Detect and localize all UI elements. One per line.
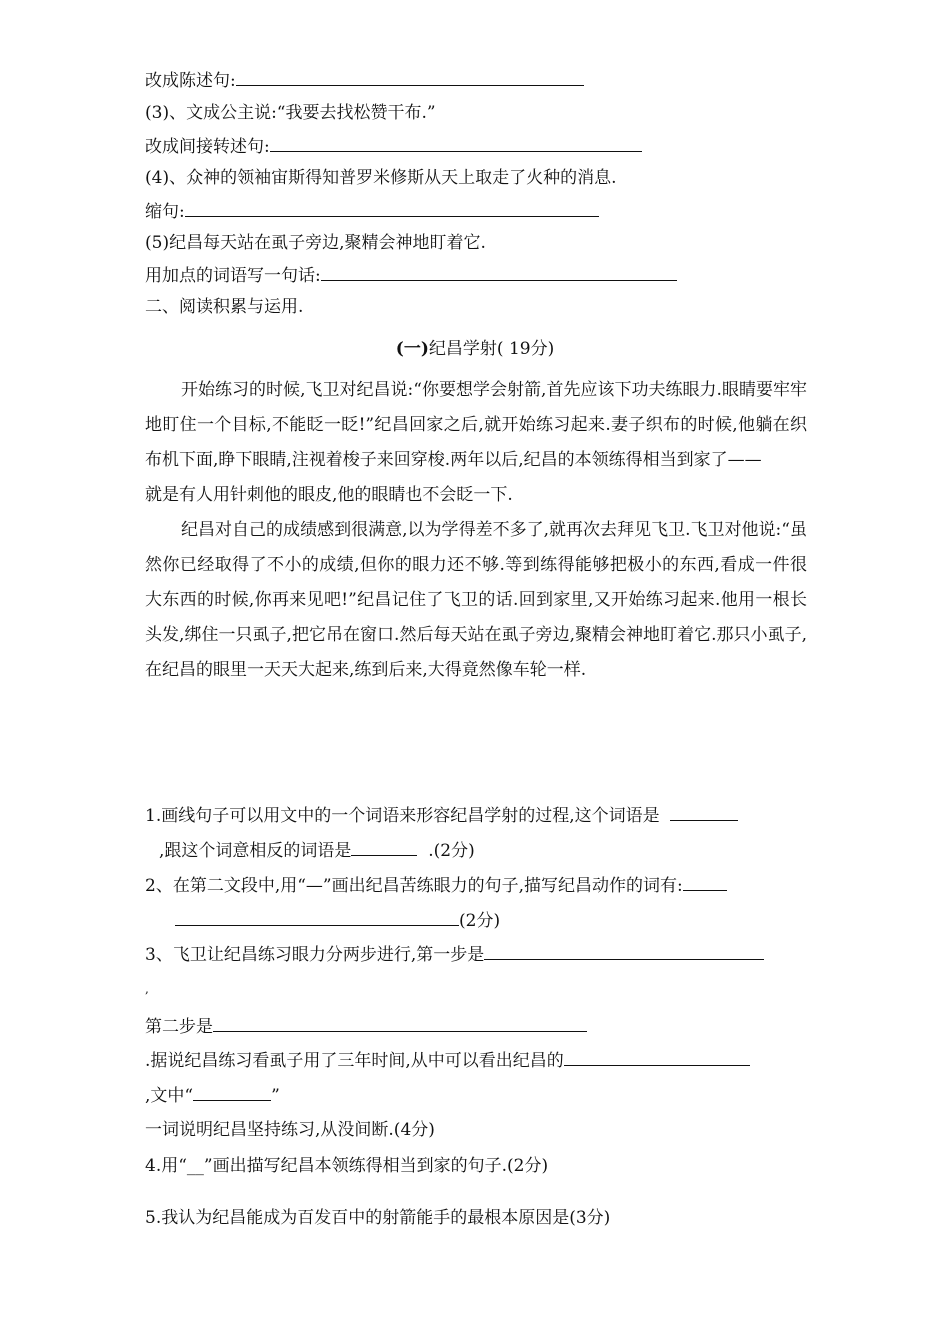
question-1-text-b: ,跟这个词意相反的词语是 bbox=[159, 841, 352, 861]
q5-label: 用加点的词语写一句话: bbox=[145, 266, 321, 286]
answer-blank[interactable] bbox=[564, 1049, 750, 1066]
q2-answer-line bbox=[145, 69, 584, 92]
passage-title-text: 纪昌学射( bbox=[428, 339, 504, 359]
q3-answer-line bbox=[145, 135, 642, 158]
question-1-score: .(2分) bbox=[428, 841, 475, 861]
answer-blank[interactable] bbox=[484, 943, 764, 960]
question-1-line-2 bbox=[159, 839, 475, 862]
answer-blank[interactable] bbox=[670, 804, 738, 821]
question-3c-line-2 bbox=[145, 1084, 280, 1107]
passage-title bbox=[0, 338, 950, 360]
q3-text: (3)、文成公主说:“我要去找松赞干布.” bbox=[145, 103, 436, 123]
q5-text: (5)纪昌每天站在虱子旁边,聚精会神地盯着它. bbox=[145, 233, 486, 253]
q5-prompt bbox=[145, 232, 486, 254]
passage-title-score: 19分) bbox=[508, 339, 555, 359]
question-2-line-1 bbox=[145, 874, 727, 897]
question-3-line-1 bbox=[145, 943, 764, 966]
passage-paragraph-1: 开始练习的时候,飞卫对纪昌说:“你要想学会射箭,首先应该下功夫练眼力.眼睛要牢牢地盯住一个目标,不能眨一眨!”纪昌回家之后,就开始练习起来.妻子织布的时候,他躺在织布机下面,睁下眼睛,注视着梭子来回穿梭.两年以后,纪昌的本领练得相当到家了—— bbox=[145, 380, 807, 470]
passage-paragraph-1-tail: 就是有人用针刺他的眼皮,他的眼睛也不会眨一下. bbox=[145, 485, 513, 505]
answer-blank[interactable] bbox=[683, 874, 727, 891]
answer-blank[interactable] bbox=[213, 1015, 587, 1032]
question-1-line-1 bbox=[145, 804, 738, 827]
answer-blank[interactable] bbox=[321, 264, 677, 281]
question-3-step2-label: 第二步是 bbox=[145, 1017, 213, 1037]
question-3c-text-b: ,文中“ bbox=[145, 1086, 194, 1106]
q4-prompt bbox=[145, 167, 616, 189]
q2-label: 改成陈述句: bbox=[145, 71, 236, 91]
question-4: 4.用“__”画出描写纪昌本领练得相当到家的句子.(2分) bbox=[145, 1156, 549, 1176]
question-3-mark: , bbox=[145, 982, 149, 996]
q4-text: (4)、众神的领袖宙斯得知普罗米修斯从天上取走了火种的消息. bbox=[145, 168, 617, 188]
question-3c-line-3: 一词说明纪昌坚持练习,从没间断.(4分) bbox=[145, 1120, 435, 1140]
answer-blank[interactable] bbox=[185, 200, 599, 217]
question-2-text: 2、在第二文段中,用“—”画出纪昌苦练眼力的句子,描写纪昌动作的词有: bbox=[145, 876, 683, 896]
question-3-text: 3、飞卫让纪昌练习眼力分两步进行,第一步是 bbox=[145, 945, 485, 965]
question-3c-line-1 bbox=[145, 1049, 750, 1072]
answer-blank[interactable] bbox=[236, 69, 584, 86]
passage-paragraph-2: 纪昌对自己的成绩感到很满意,以为学得差不多了,就再次去拜见飞卫.飞卫对他说:“虽然你已经取得了不小的成绩,但你的眼力还不够.等到练得能够把极小的东西,看成一件很大东西的时候,你再来见吧!”纪昌记住了飞卫的话.回到家里,又开始练习起来.他用一根长头发,绑住一只虱子,把它吊在窗口.然后每天站在虱子旁边,聚精会神地盯着它.那只小虱子,在纪昌的眼里一天天大起来,练到后来,大得竟然像车轮一样. bbox=[145, 520, 807, 680]
section2-heading: 二、阅读积累与运用. bbox=[145, 297, 304, 317]
question-3-line-2 bbox=[145, 1015, 587, 1038]
question-5: 5.我认为纪昌能成为百发百中的射箭能手的最根本原因是(3分) bbox=[145, 1208, 611, 1228]
question-3c-text: .据说纪昌练习看虱子用了三年时间,从中可以看出纪昌的 bbox=[145, 1051, 564, 1071]
q4-answer-line bbox=[145, 200, 599, 223]
q5-answer-line bbox=[145, 264, 677, 287]
question-2-line-2 bbox=[175, 909, 500, 932]
answer-blank[interactable] bbox=[270, 135, 642, 152]
question-2-score: (2分) bbox=[459, 911, 501, 931]
passage-body bbox=[145, 373, 807, 688]
answer-blank[interactable] bbox=[175, 909, 459, 926]
answer-blank[interactable] bbox=[193, 1084, 271, 1101]
q3-label: 改成间接转述句: bbox=[145, 137, 270, 157]
passage-title-number: (一) bbox=[395, 339, 429, 359]
q4-label: 缩句: bbox=[145, 202, 185, 222]
answer-blank[interactable] bbox=[351, 839, 417, 856]
question-3c-quote-close: ” bbox=[271, 1086, 280, 1106]
question-1-text: 1.画线句子可以用文中的一个词语来形容纪昌学射的过程,这个词语是 bbox=[145, 806, 660, 826]
q3-prompt bbox=[145, 102, 436, 124]
